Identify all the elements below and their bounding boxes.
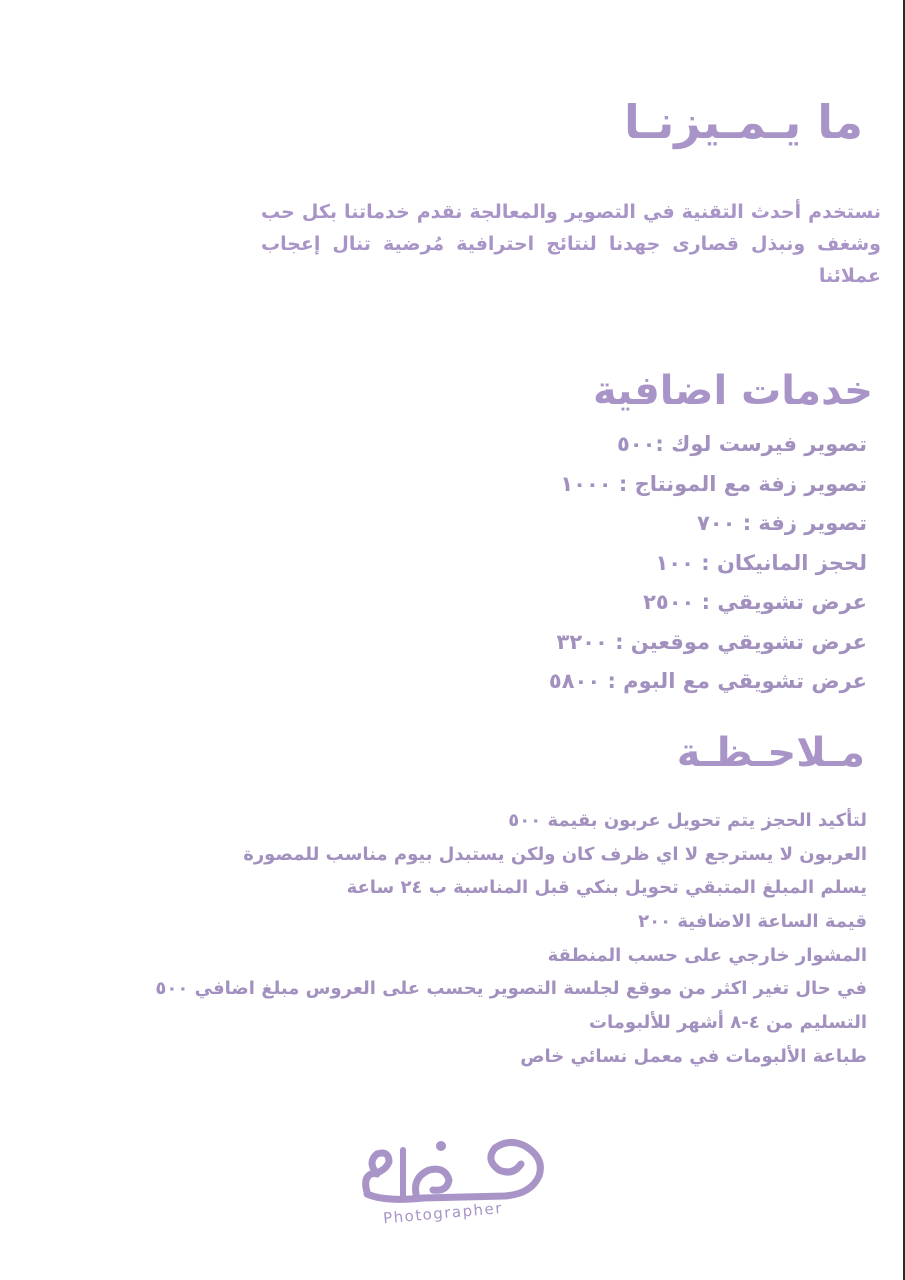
note-item: يسلم المبلغ المتبقي تحويل بنكي قبل المناسبة ب ٢٤ ساعة bbox=[346, 877, 867, 899]
service-item: عرض تشويقي : ٢٥٠٠ bbox=[643, 590, 867, 614]
service-item: لحجز المانيكان : ١٠٠ bbox=[655, 550, 867, 575]
note-item: التسليم من ٤-٨ أشهر للألبومات bbox=[588, 1012, 867, 1034]
note-item: في حال تغير اكثر من موقع لجلسة التصوير يحسب على العروس مبلغ اضافي ٥٠٠ bbox=[155, 978, 867, 1000]
service-item: عرض تشويقي مع البوم : ٥٨٠٠ bbox=[548, 669, 867, 693]
note-item: طباعة الألبومات في معمل نسائي خاص bbox=[520, 1045, 867, 1067]
photographer-logo bbox=[345, 1118, 565, 1228]
notes-heading: مـلاحـظـة bbox=[676, 730, 865, 776]
note-item: قيمة الساعة الاضافية ٢٠٠ bbox=[638, 911, 867, 933]
logo-calligraphy-stroke bbox=[367, 1142, 540, 1199]
services-heading: خدمات اضافية bbox=[593, 368, 873, 414]
logo-calligraphy-stroke bbox=[416, 1169, 450, 1198]
logo-tagline: Photographer bbox=[382, 1198, 504, 1228]
service-item: تصوير زفة : ٧٠٠ bbox=[696, 511, 867, 535]
service-item: عرض تشويقي موقعين : ٣٢٠٠ bbox=[556, 629, 867, 654]
notes-list bbox=[155, 804, 867, 1074]
logo-dot bbox=[436, 1141, 446, 1151]
note-item: المشوار خارجي على حسب المنطقة bbox=[547, 944, 867, 966]
note-item: العربون لا يسترجع لا اي ظرف كان ولكن يستبدل بيوم مناسب للمصورة bbox=[243, 843, 867, 865]
service-item: تصوير فيرست لوك :٥٠٠ bbox=[616, 432, 867, 456]
service-item: تصوير زفة مع المونتاج : ١٠٠٠ bbox=[560, 471, 867, 496]
note-item: لتأكيد الحجز يتم تحويل عربون بقيمة ٥٠٠ bbox=[508, 810, 867, 831]
logo-calligraphy-stroke bbox=[366, 1153, 389, 1192]
features-heading: ما يـمـيزنـا bbox=[624, 95, 863, 149]
services-list bbox=[549, 425, 867, 702]
features-intro-text: نستخدم أحدث التقنية في التصوير والمعالجة نقدم خدماتنا بكل حب وشغف ونبذل قصارى جهدنا لنتائج احترافية مُرضية تنال إعجاب عملائنا bbox=[261, 201, 881, 287]
